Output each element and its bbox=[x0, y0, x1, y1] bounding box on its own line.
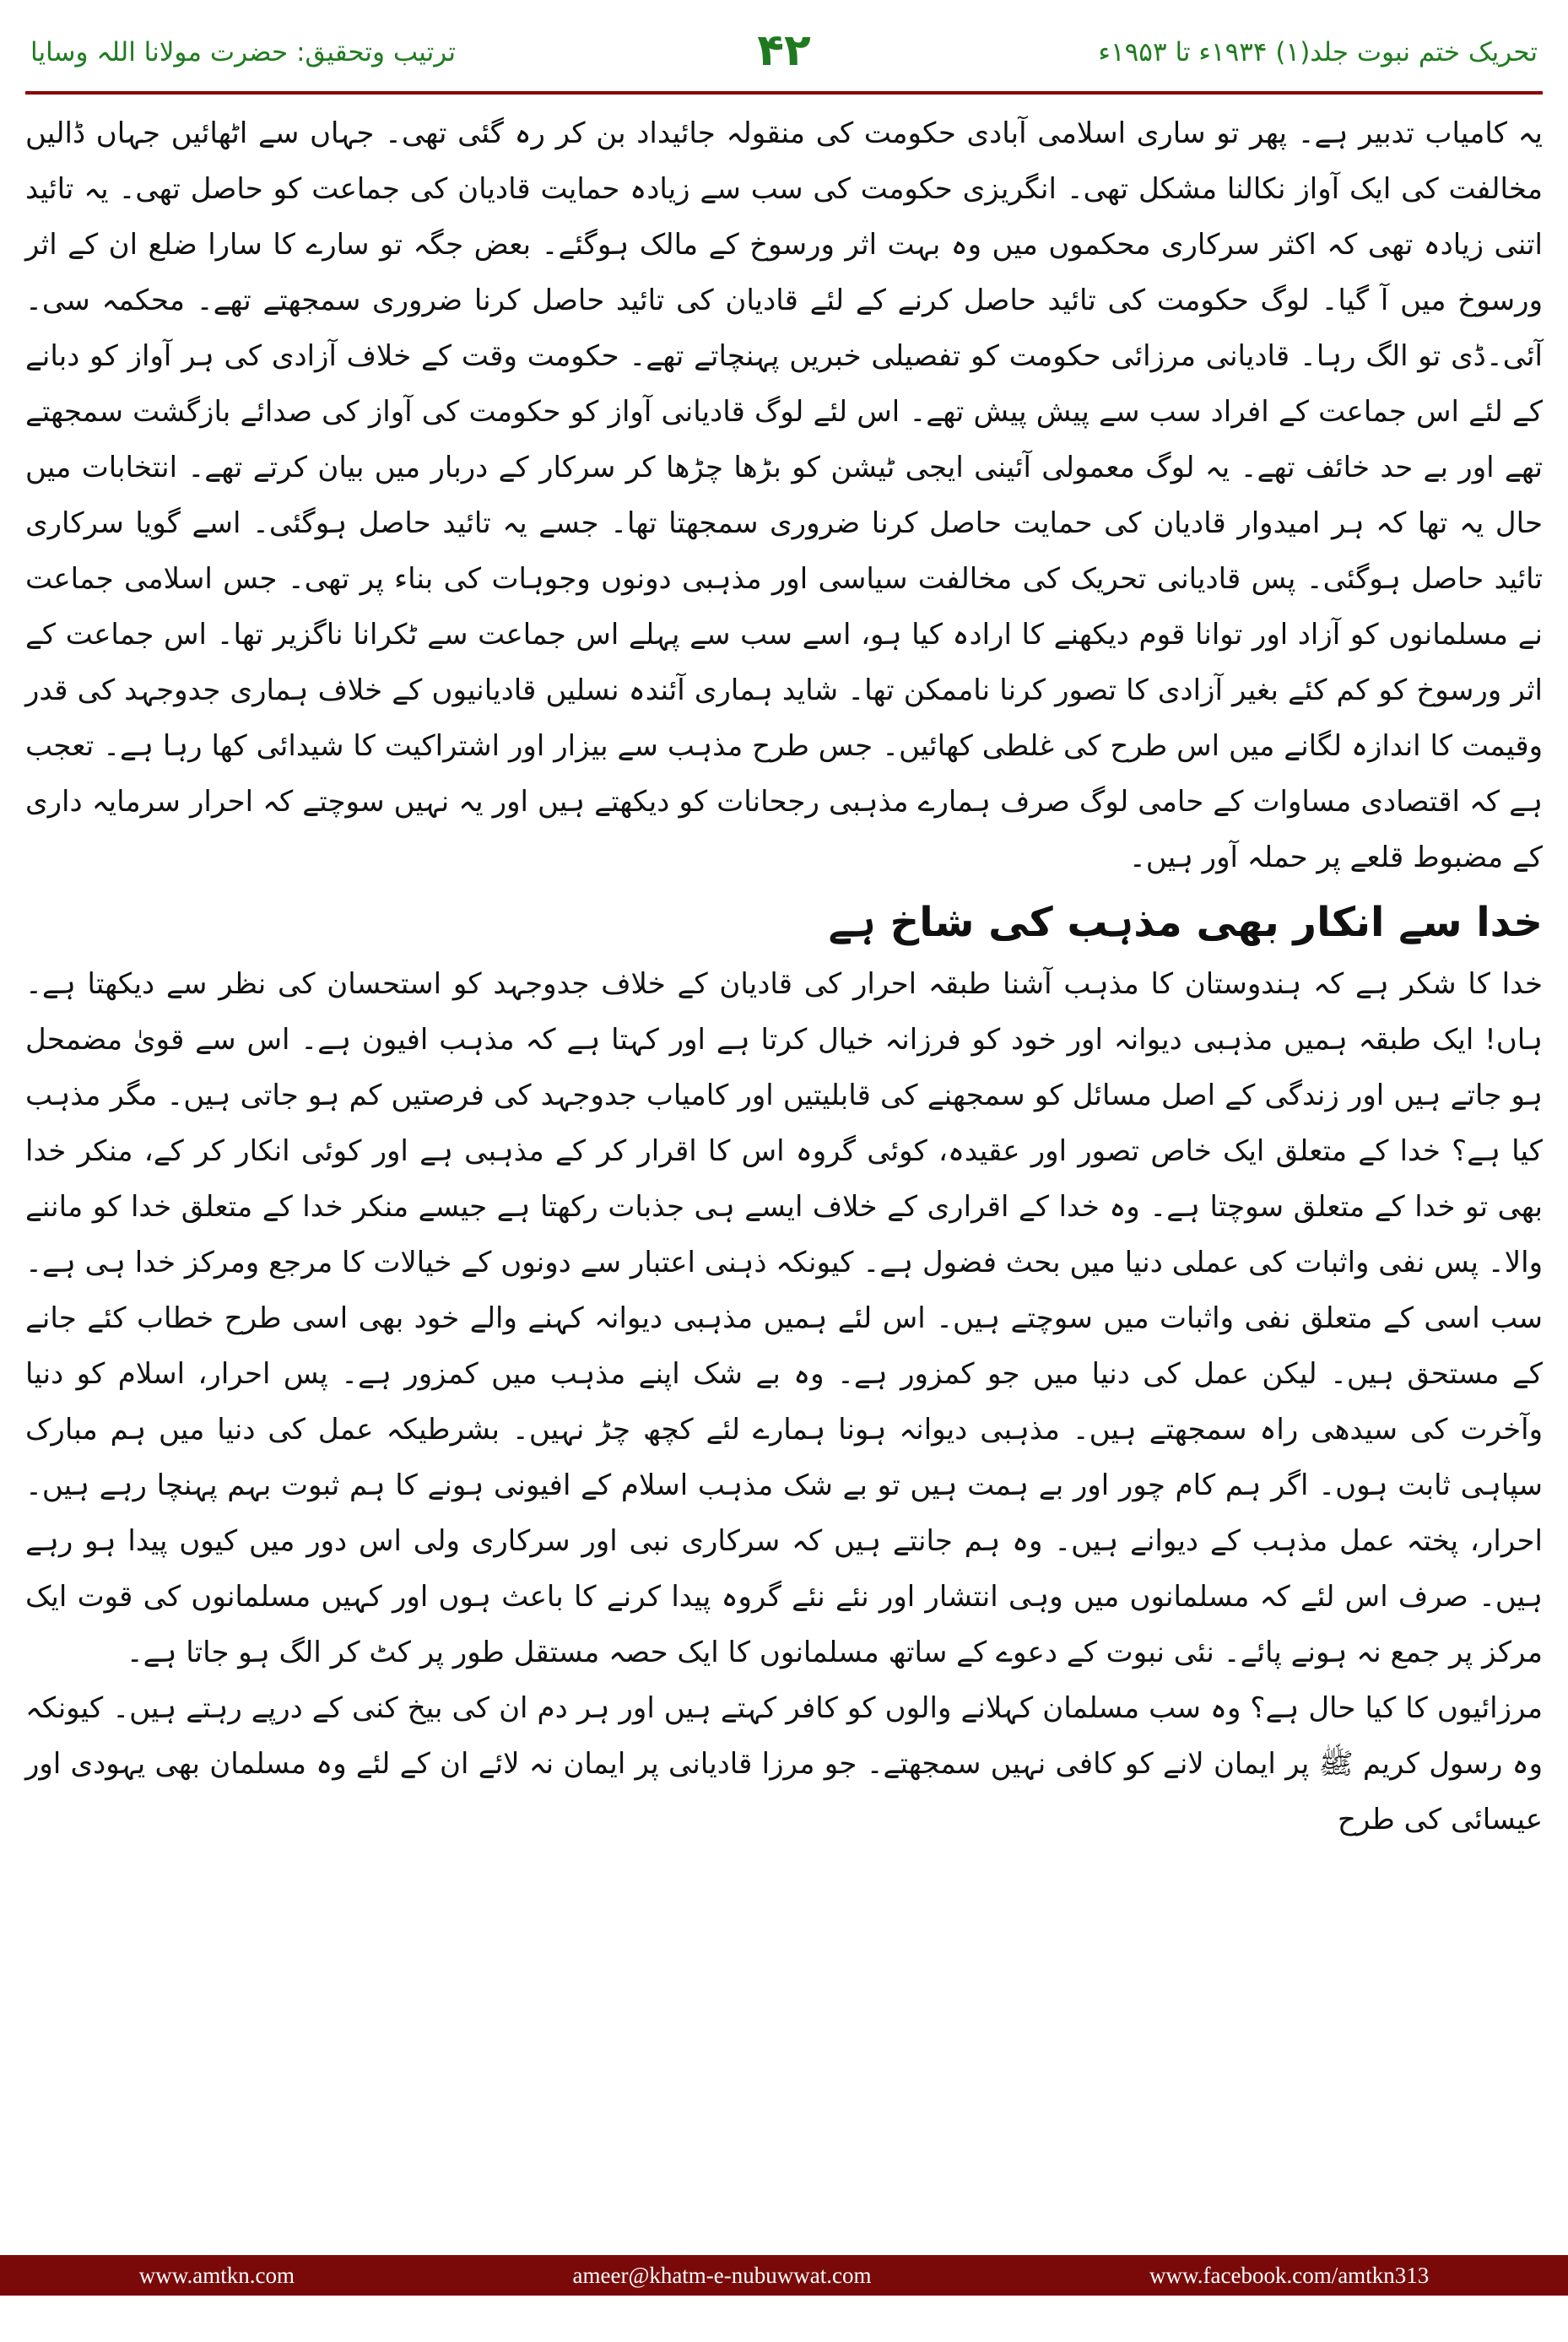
header-compiler: ترتیب وتحقیق: حضرت مولانا اللہ وسایا bbox=[30, 37, 457, 68]
footer-facebook-link[interactable]: www.facebook.com/amtkn313 bbox=[1149, 2262, 1430, 2288]
page-number: ۴۲ bbox=[757, 25, 811, 76]
paragraph-3: مرزائیوں کا کیا حال ہے؟ وہ سب مسلمان کہلانے والوں کو کافر کہتے ہیں اور ہر دم ان کی بیخ کنی کے درپے رہتے ہیں۔ کیونکہ وہ رسول کریم ﷺ پر ایمان لانے کو کافی نہیں سمجھتے۔ جو مرزا قادیانی پر ایمان نہ لائے ان کے لئے وہ مسلمان بھی یہودی اور عیسائی کی طرح bbox=[25, 1691, 1543, 1836]
page-body bbox=[25, 105, 1543, 1847]
paragraph-1: یہ کامیاب تدبیر ہے۔ پھر تو ساری اسلامی آبادی حکومت کی منقولہ جائیداد بن کر رہ گئی تھی۔ جہاں سے اٹھائیں جہاں ڈالیں مخالفت کی ایک آواز نکالنا مشکل تھی۔ انگریزی حکومت کی سب سے زیادہ حمایت قادیان کی جماعت کو حاصل تھی۔ یہ تائید اتنی زیادہ تھی کہ اکثر سرکاری محکموں میں وہ بہت اثر ورسوخ کے مالک ہوگئے۔ بعض جگہ تو سارے کا سارا ضلع ان کے اثر ورسوخ میں آ گیا۔ لوگ حکومت کی تائید حاصل کرنے کے لئے قادیان کی تائید حاصل کرنا ضروری سمجھتے تھے۔ محکمہ سی۔آئی۔ڈی تو الگ رہا۔ قادیانی مرزائی حکومت کو تفصیلی خبریں پہنچاتے تھے۔ حکومت وقت کے خلاف آزادی کی ہر آواز کو دبانے کے لئے اس جماعت کے افراد سب سے پیش پیش تھے۔ اس لئے لوگ قادیانی آواز کو حکومت کی آواز کی صدائے بازگشت سمجھتے تھے اور بے حد خائف تھے۔ یہ لوگ معمولی آئینی ایجی ٹیشن کو بڑھا چڑھا کر سرکار کے دربار میں بیان کرتے تھے۔ انتخابات میں حال یہ تھا کہ ہر امیدوار قادیان کی حمایت حاصل کرنا ضروری سمجھتا تھا۔ جسے یہ تائید حاصل ہوگئی۔ اسے گویا سرکاری تائید حاصل ہوگئی۔ پس قادیانی تحریک کی مخالفت سیاسی اور مذہبی دونوں وجوہات کی بناء پر تھی۔ جس اسلامی جماعت نے مسلمانوں کو آزاد اور توانا قوم دیکھنے کا ارادہ کیا ہو، اسے سب سے پہلے اس جماعت سے ٹکرانا ناگزیر تھا۔ اس جماعت کے اثر ورسوخ کو کم کئے بغیر آزادی کا تصور کرنا ناممکن تھا۔ شاید ہماری آئندہ نسلیں قادیانیوں کے خلاف ہماری جدوجہد کی قدر وقیمت کا اندازہ لگانے میں اس طرح کی غلطی کھائیں۔ جس طرح مذہب سے بیزار اور اشتراکیت کا شیدائی کھا رہا ہے۔ تعجب ہے کہ اقتصادی مساوات کے حامی لوگ صرف ہمارے مذہبی رجحانات کو دیکھتے ہیں اور یہ نہیں سوچتے کہ احرار سرمایہ داری کے مضبوط قلعے پر حملہ آور ہیں۔ bbox=[25, 116, 1544, 874]
section-heading: خدا سے انکار بھی مذہب کی شاخ ہے bbox=[828, 899, 1543, 946]
header-book-title: تحریک ختم نبوت جلد(۱) ۱۹۳۴ء تا ۱۹۵۳ء bbox=[1098, 37, 1538, 68]
paragraph-2: خدا کا شکر ہے کہ ہندوستان کا مذہب آشنا طبقہ احرار کی قادیان کے خلاف جدوجہد کو استحسان کی نظر سے دیکھتا ہے۔ ہاں! ایک طبقہ ہمیں مذہبی دیوانہ اور خود کو فرزانہ خیال کرتا ہے اور کہتا ہے کہ مذہب افیون ہے۔ اس سے قویٰ مضمحل ہو جاتے ہیں اور زندگی کے اصل مسائل کو سمجھنے کی قابلیتیں اور کامیاب جدوجہد کی فرصتیں کم ہو جاتی ہیں۔ مگر مذہب کیا ہے؟ خدا کے متعلق ایک خاص تصور اور عقیدہ، کوئی گروہ اس کا اقرار کر کے مذہبی ہے اور کوئی انکار کر کے، منکر خدا بھی تو خدا کے متعلق سوچتا ہے۔ وہ خدا کے اقراری کے خلاف ایسے ہی جذبات رکھتا ہے جیسے منکر خدا کے متعلق خدا کو ماننے والا۔ پس نفی واثبات کی عملی دنیا میں بحث فضول ہے۔ کیونکہ ذہنی اعتبار سے دونوں کے خیالات کا مرجع ومرکز خدا ہی ہے۔ سب اسی کے متعلق نفی واثبات میں سوچتے ہیں۔ اس لئے ہمیں مذہبی دیوانہ کہنے والے خود بھی اسی طرح خطاب کئے جانے کے مستحق ہیں۔ لیکن عمل کی دنیا میں جو کمزور ہے۔ وہ بے شک اپنے مذہب میں کمزور ہے۔ پس احرار، اسلام کو دنیا وآخرت کی سیدھی راہ سمجھتے ہیں۔ مذہبی دیوانہ ہونا ہمارے لئے کچھ چڑ نہیں۔ بشرطیکہ عمل کی دنیا میں ہم مبارک سپاہی ثابت ہوں۔ اگر ہم کام چور اور بے ہمت ہیں تو بے شک مذہب اسلام کے افیونی ہونے کا ہم ثبوت بہم پہنچا رہے ہیں۔ احرار، پختہ عمل مذہب کے دیوانے ہیں۔ وہ ہم جانتے ہیں کہ سرکاری نبی اور سرکاری ولی اس دور میں کیوں پیدا ہو رہے ہیں۔ صرف اس لئے کہ مسلمانوں میں وہی انتشار اور نئے نئے گروہ پیدا کرنے کا باعث ہوں اور کہیں مسلمانوں کی قوت ایک مرکز پر جمع نہ ہونے پائے۔ نئی نبوت کے دعوے کے ساتھ مسلمانوں کا ایک حصہ مستقل طور پر کٹ کر الگ ہو جاتا ہے۔ bbox=[25, 967, 1543, 1669]
page-header bbox=[25, 25, 1543, 84]
footer-email-link[interactable]: ameer@khatm-e-nubuwwat.com bbox=[572, 2262, 872, 2288]
footer-website-link[interactable]: www.amtkn.com bbox=[138, 2262, 295, 2288]
footer-bar bbox=[0, 2255, 1568, 2296]
header-divider bbox=[25, 91, 1543, 95]
